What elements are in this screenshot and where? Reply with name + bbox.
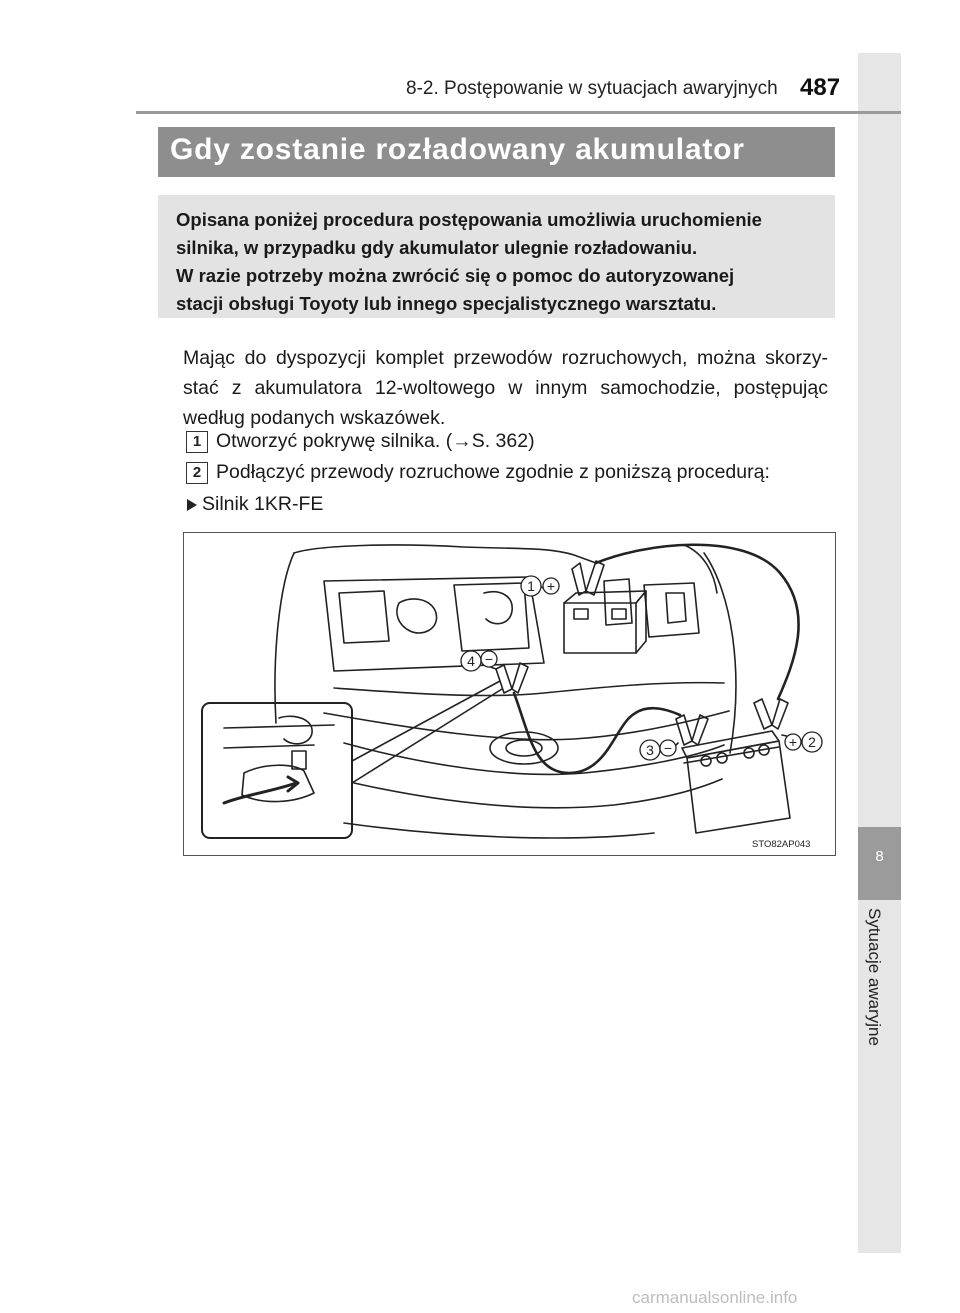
engine-variant-label: Silnik 1KR-FE — [202, 493, 324, 515]
sign-plus-1: + — [546, 578, 556, 594]
step-number-2: 2 — [186, 462, 208, 484]
step-text-2: Podłączyć przewody rozruchowe zgodnie z poniższą procedurą: — [216, 461, 770, 483]
intro-line: silnika, w przypadku gdy akumulator ulegnie rozładowaniu. — [176, 237, 698, 258]
sign-plus-2: + — [788, 734, 798, 750]
illustration-code: STO82AP043 — [752, 839, 811, 850]
hood-edge — [294, 545, 596, 563]
intro-line: stacji obsługi Toyoty lub innego specjalistycznego warsztatu. — [176, 293, 717, 314]
intro-line: W razie potrzeby można zwrócić się o pomoc do autoryzowanej — [176, 265, 735, 286]
page-number: 487 — [800, 74, 841, 101]
chapter-title-vertical — [864, 908, 894, 1108]
step-number-1: 1 — [186, 431, 208, 453]
chapter-number: 8 — [875, 848, 884, 865]
body-paragraph: Mając do dyspozycji komplet przewodów rozruchowych, można skorzy-stać z akumulatora 12-woltowego w innym samochodzie, postępując według podanych wskazówek. — [183, 347, 828, 429]
running-header: 8-2. Postępowanie w sytuacjach awaryjnych — [406, 78, 778, 99]
watermark: carmanualsonline.info — [632, 1288, 798, 1307]
sign-minus-4: − — [484, 651, 494, 667]
jump-start-illustration — [183, 532, 836, 856]
callout-2: 2 — [808, 734, 816, 750]
callout-1: 1 — [527, 578, 535, 594]
page-title: Gdy zostanie rozładowany akumulator — [170, 133, 745, 166]
bullet-triangle-icon — [186, 498, 198, 512]
header-rule — [136, 111, 901, 114]
intro-text — [176, 206, 821, 318]
callout-4: 4 — [467, 653, 475, 669]
step-text-1: Otworzyć pokrywę silnika. (→S. 362) — [216, 430, 535, 452]
sign-minus-3: − — [663, 740, 673, 756]
chapter-title: Sytuacje awaryjne — [865, 908, 884, 1046]
callout-3: 3 — [646, 742, 654, 758]
intro-line: Opisana poniżej procedura postępowania umożliwia uruchomienie — [176, 209, 762, 230]
engine-bay-drawing — [184, 533, 835, 855]
